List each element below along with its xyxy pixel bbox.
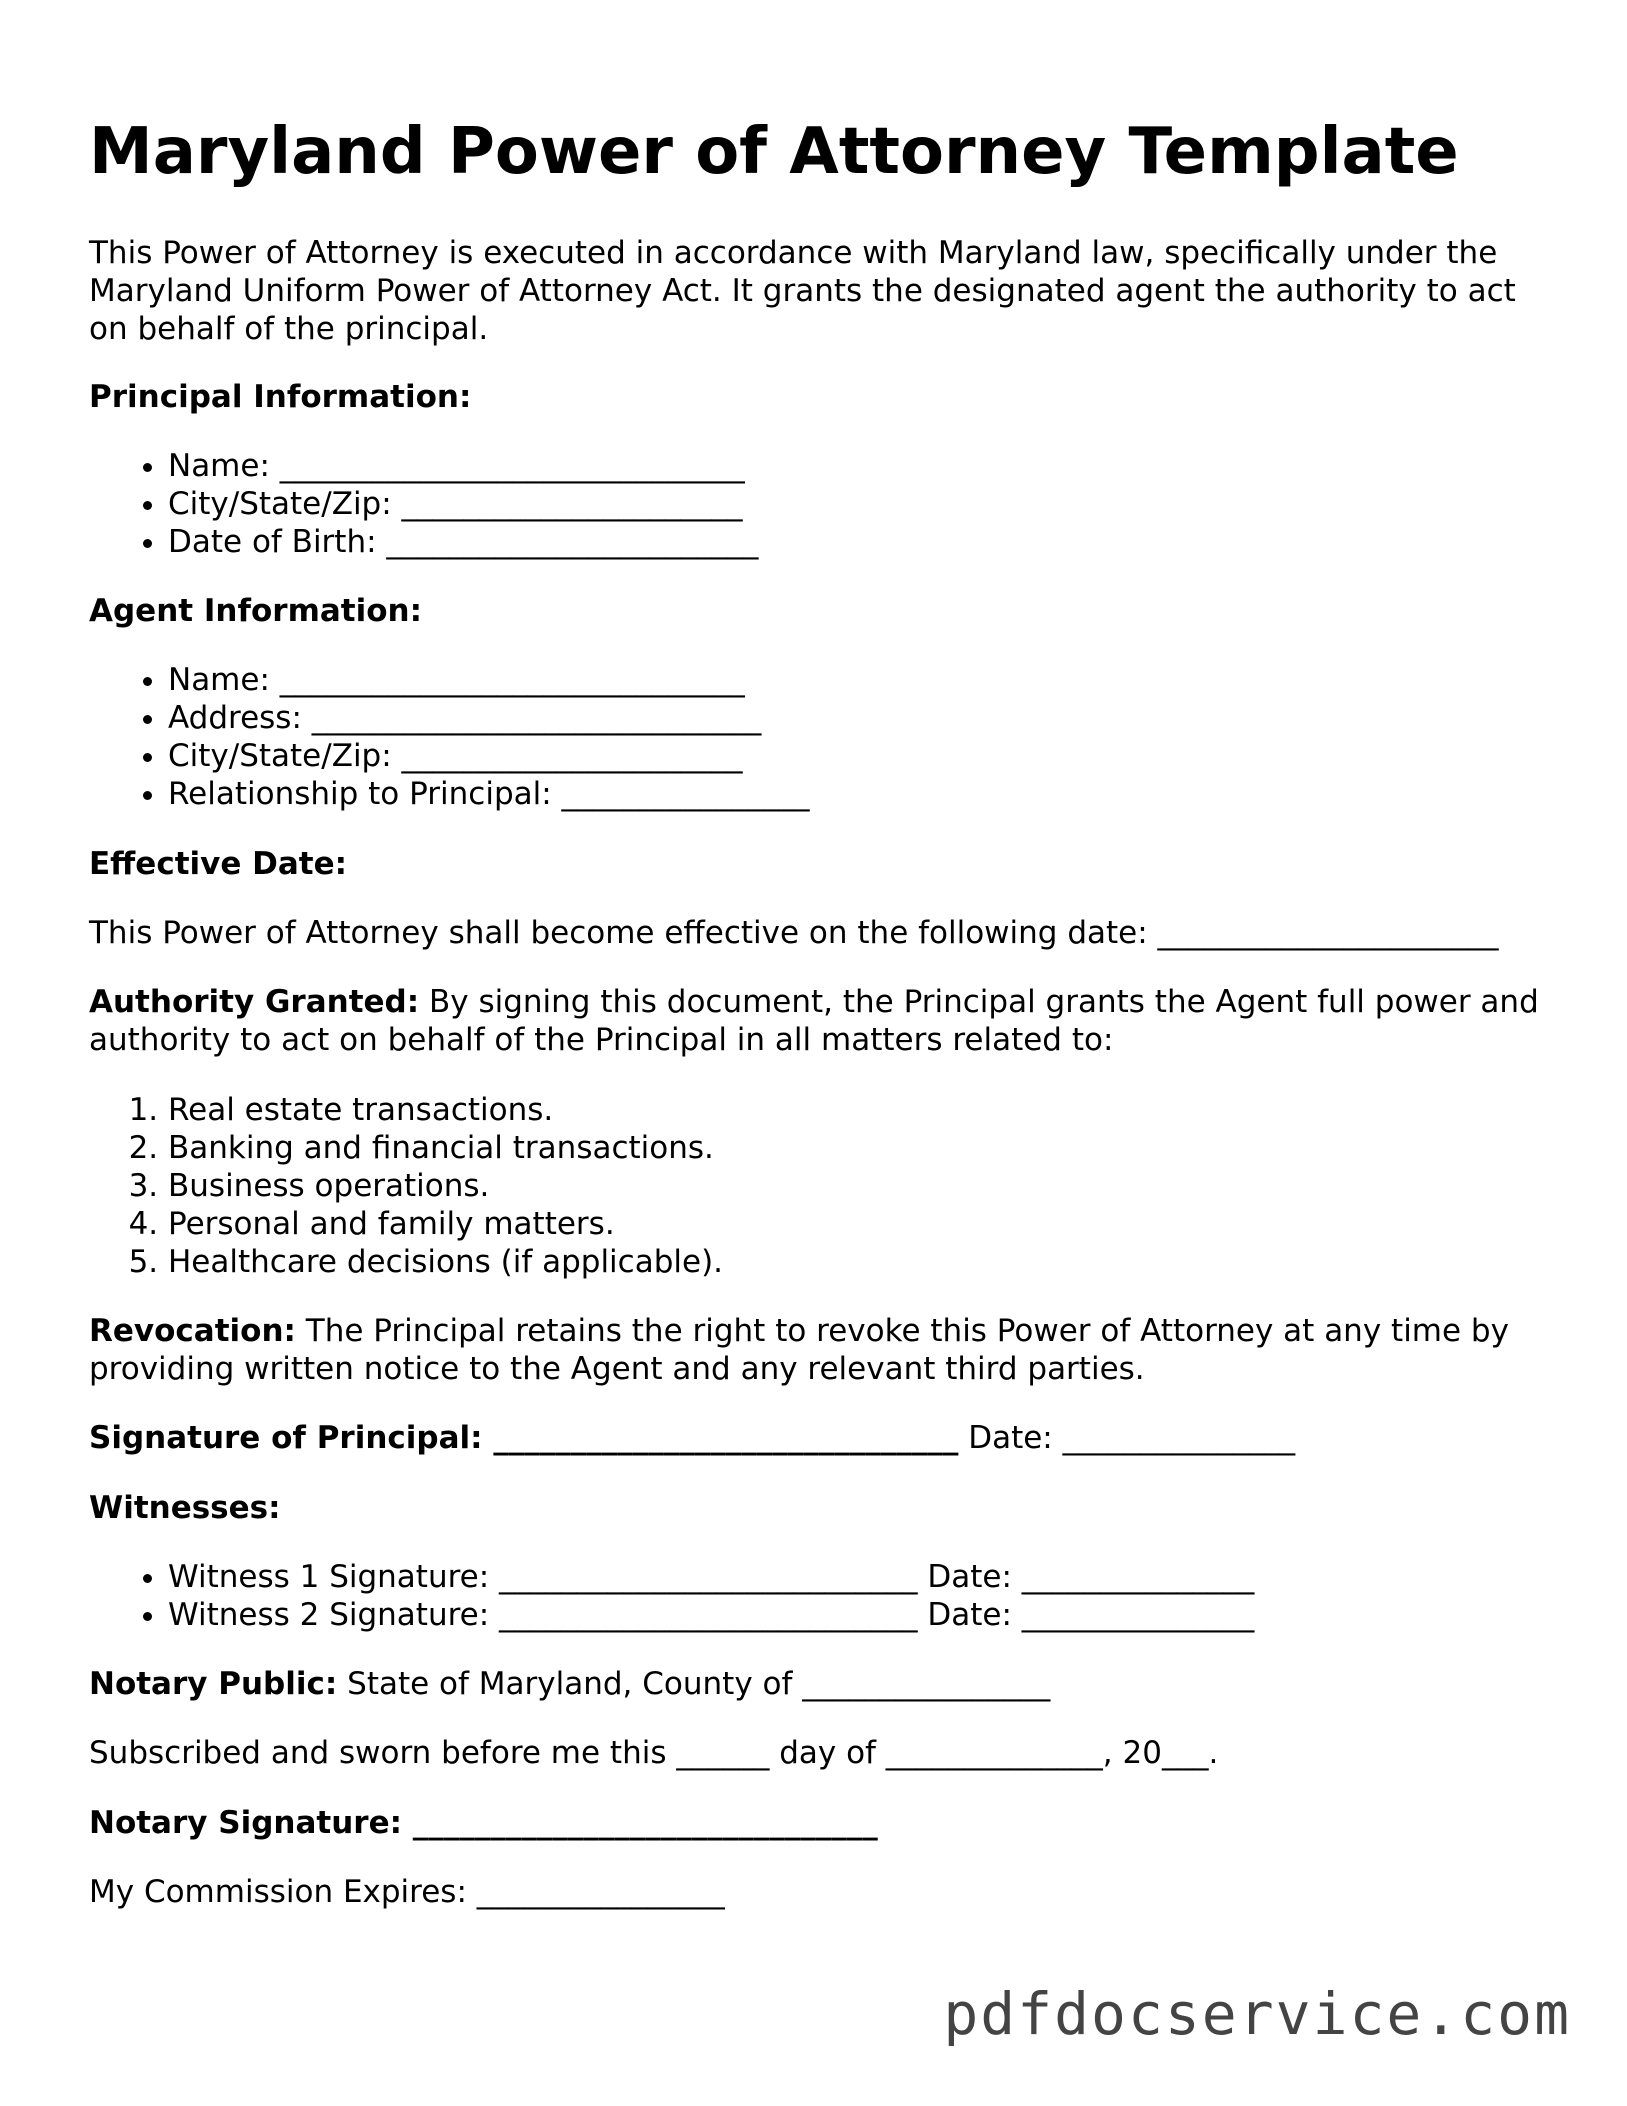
principal-signature-label: Signature of Principal: ______________________________ [89,1420,959,1456]
principal-signature-line [89,1419,1549,1457]
authority-paragraph [89,983,1549,1059]
agent-relationship-item: • Relationship to Principal: ________________ [168,775,1627,813]
principal-signature-date: Date: _______________ [958,1420,1296,1456]
agent-list [89,661,1627,813]
witness-1-item: • Witness 1 Signature: ___________________________ Date: _______________ [168,1558,1627,1596]
notary-county-text: State of Maryland, County of ________________ [337,1666,1051,1702]
witnesses-list [89,1558,1627,1634]
witness-2-item: • Witness 2 Signature: ___________________________ Date: _______________ [168,1596,1627,1634]
authority-item: 5. Healthcare decisions (if applicable). [168,1243,1627,1281]
document-title: Maryland Power of Attorney Template [89,115,1459,189]
authority-heading: Authority Granted: [89,984,420,1020]
revocation-paragraph [89,1312,1549,1388]
revocation-text: The Principal retains the right to revoke this Power of Attorney at any time by providing written notice to the Agent and any relevant third parties. [89,1313,1509,1387]
authority-item: 1. Real estate transactions. [168,1091,1627,1129]
principal-dob-item: • Date of Birth: ________________________ [168,523,1627,561]
principal-list [89,447,1627,561]
effective-date-text: This Power of Attorney shall become effective on the following date: ______________________ [89,915,1499,951]
effective-date-heading: Effective Date: [89,846,348,882]
witnesses-heading: Witnesses: [89,1490,281,1526]
principal-name-item: • Name: ______________________________ [168,447,1627,485]
agent-name-item: • Name: ______________________________ [168,661,1627,699]
authority-item: 2. Banking and financial transactions. [168,1129,1627,1167]
agent-heading: Agent Information: [89,593,422,629]
intro-paragraph: This Power of Attorney is executed in accordance with Maryland law, specifically under the Maryland Uniform Power of Attorney Act. It grants the designated agent the authority to act on behalf of the principal. [89,235,1516,347]
notary-public-label: Notary Public: [89,1666,338,1702]
commission-expires-line: My Commission Expires: ________________ [89,1874,725,1910]
authority-item: 3. Business operations. [168,1167,1627,1205]
watermark: pdfdocservice.com [943,1980,1571,2048]
agent-address-item: • Address: _____________________________ [168,699,1627,737]
authority-item: 4. Personal and family matters. [168,1205,1627,1243]
revocation-heading: Revocation: [89,1313,296,1349]
notary-sworn-text: Subscribed and sworn before me this ______ day of ______________, 20___. [89,1735,1219,1771]
notary-public-line [89,1665,1549,1703]
principal-city-item: • City/State/Zip: ______________________ [168,485,1627,523]
authority-list [89,1091,1627,1281]
notary-signature-line: Notary Signature: ______________________________ [89,1805,878,1841]
principal-heading: Principal Information: [89,379,472,415]
agent-city-item: • City/State/Zip: ______________________ [168,737,1627,775]
authority-text: By signing this document, the Principal grants the Agent full power and authority to act on behalf of the Principal in all matters related to: [89,984,1539,1058]
